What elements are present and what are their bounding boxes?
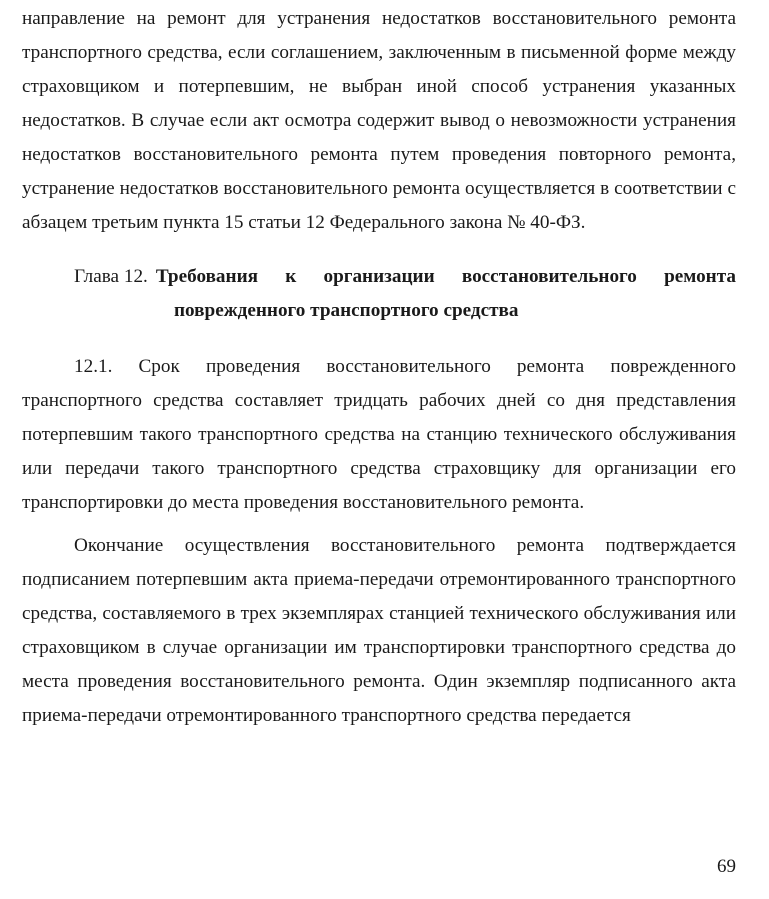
page-number: 69 [717,856,736,877]
chapter-number: Глава 12. [74,266,148,287]
paragraph-12-1: 12.1. Срок проведения восстановительного ремонта поврежденного транспортного средства составляет тридцать рабочих дней со дня представления потерпевшим такого транспортного средства на станцию технического обслуживания или передачи такого транспортного средства страховщику для организации его транспортировки до места проведения восстановительного ремонта. [22,356,736,513]
chapter-title-line-2: поврежденного транспортного средства [174,300,519,321]
paragraph-repair-deficiencies: направление на ремонт для устранения недостатков восстановительного ремонта транспортного средства, если соглашением, заключенным в письменной форме между страховщиком и потерпевшим, не выбран иной способ устранения указанных недостатков. В случае если акт осмотра содержит вывод о невозможности устранения недостатков восстановительного ремонта путем проведения повторного ремонта, устранение недостатков восстановительного ремонта осуществляется в соответствии с абзацем третьим пункта 15 статьи 12 Федерального закона № 40-ФЗ. [22,8,736,233]
document-page [22,2,736,733]
chapter-heading [22,260,736,328]
chapter-title-line-1: Требования к организации восстановительного ремонта [155,266,736,287]
paragraph-repair-completion: Окончание осуществления восстановительного ремонта подтверждается подписанием потерпевшим акта приема-передачи отремонтированного транспортного средства, составляемого в трех экземплярах станцией технического обслуживания или страховщиком в случае организации им транспортировки транспортного средства до места проведения восстановительного ремонта. Один экземпляр подписанного акта приема-передачи отремонтированного транспортного средства передается [22,535,736,726]
